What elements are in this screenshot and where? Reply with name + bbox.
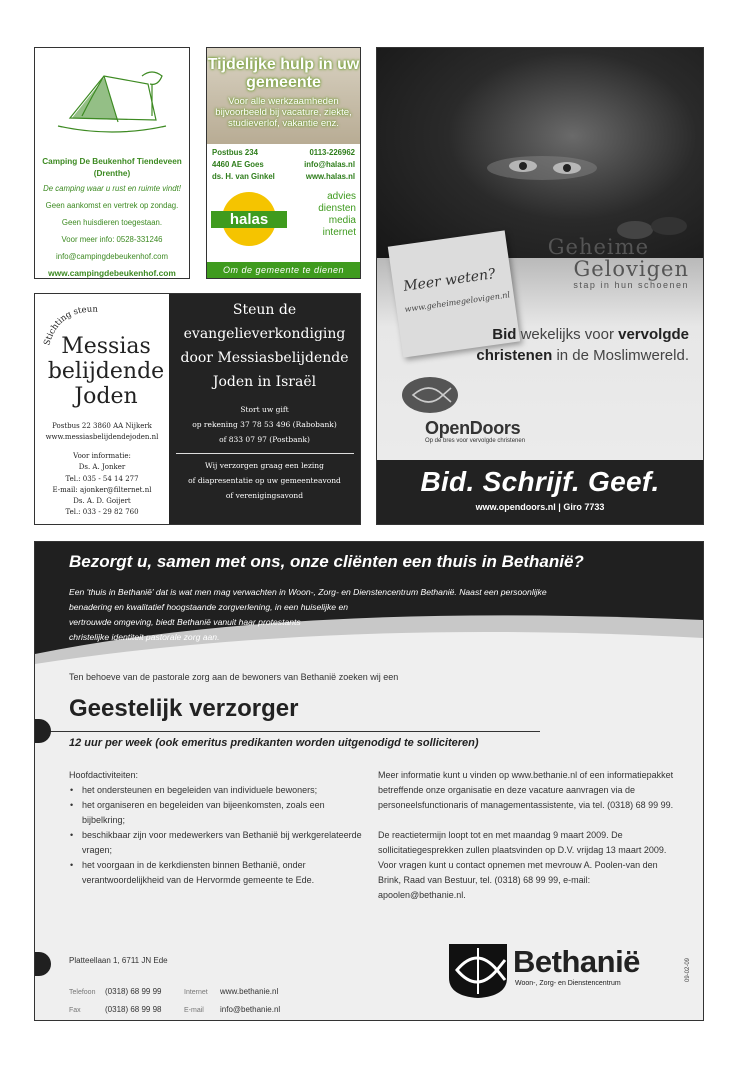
heading-line: Steun de: [232, 302, 297, 318]
title-line: Joden: [74, 384, 138, 409]
opendoors-slogan: Bid. Schrijf. Geef.: [420, 466, 660, 497]
geheime-gelovigen-logo: [548, 236, 689, 290]
halas-postbus: Postbus 234: [212, 148, 258, 157]
bethanie-name: Bethanië: [513, 944, 640, 979]
intro-line: Een 'thuis in Bethanië' dat is wat men mag verwachten in Woon-, Zorg- en Dienstencentrum Bethanië. Naast een persoonlijke: [69, 587, 547, 597]
lecture-line: of verenigingsavond: [225, 491, 304, 500]
activities-list: [69, 783, 369, 888]
bethanie-intro: [69, 585, 679, 645]
opendoors-web[interactable]: www.opendoors.nl | Giro 7733: [475, 502, 605, 512]
messias-contact: [35, 451, 169, 519]
mail-link[interactable]: info@bethanie.nl: [220, 1005, 281, 1014]
title-line: belijdende: [47, 359, 165, 384]
halas-service: diensten: [318, 203, 356, 214]
bid-word: Bid: [492, 326, 517, 343]
contact-email[interactable]: E-mail: ajonker@filternet.nl: [52, 485, 152, 494]
list-item: • beschikbaar zijn voor medewerkers van Bethanië bij werkgerelateerde vragen;: [69, 828, 369, 858]
contact-line: Tel.: 035 - 54 14 277: [65, 474, 139, 483]
note-line2[interactable]: www.geheimegelovigen.nl: [404, 290, 511, 314]
contact-line: Voor informatie:: [73, 452, 131, 460]
halas-logo: [211, 187, 287, 251]
bid-line2-bold: christenen: [476, 347, 553, 364]
apply-paragraph: De reactietermijn loopt tot en met maandag 9 maart 2009. De sollicitatiegesprekken zullen plaatsvinden op D.V. vrijdag 13 maart 2009. Voor vragen kunt u contact opnemen met mevrouw A. Poolen-van den Brink, Raad van Bestuur, tel. (0318) 68 99 99, e-mail: apoolen@bethanie.nl.: [378, 830, 667, 900]
gift-line: of 833 07 97 (Postbank): [219, 435, 310, 444]
info-paragraph: Meer informatie kunt u vinden op www.bethanie.nl of een informatiepakket betreffende onze organisatie en deze vacature aanvragen via de personeelsfunctionaris of managementassistente, via tel. (0318) 68 99 99.: [378, 770, 674, 810]
messias-left: [35, 294, 169, 524]
messias-right: [169, 294, 360, 524]
intro-line: benadering en kwalitatief hoogstaande zorgverlening, in een huiselijke en: [69, 602, 349, 612]
heading-line: Joden in Israël: [212, 374, 317, 390]
lecture-line: of diapresentatie op uw gemeenteavond: [188, 476, 341, 485]
halas-email[interactable]: info@halas.nl: [304, 160, 355, 169]
intro-line: vertrouwde omgeving, biedt Bethanië vanuit haar protestants: [69, 617, 301, 627]
svg-text:Stichting steun: Stichting steun: [42, 304, 99, 347]
intro-line: christelijke identiteit pastorale zorg aan.: [69, 632, 220, 642]
halas-heading: Tijdelijke hulp in uw gemeente: [207, 56, 360, 91]
divider: [176, 453, 354, 454]
heading-line: door Messiasbelijdende: [180, 350, 349, 366]
bethanie-logo: [445, 940, 675, 1000]
opendoors-name: OpenDoors: [425, 418, 521, 438]
lecture-info: [169, 458, 360, 503]
website-link[interactable]: www.messiasbelijdendejoden.nl: [45, 433, 159, 441]
fax-value: (0318) 68 99 98: [105, 1005, 162, 1014]
bid-mid: wekelijks voor: [516, 326, 619, 343]
halas-city: 4460 AE Goes: [212, 160, 264, 169]
contact-line: Ds. A. Jonker: [78, 463, 126, 472]
tel-value: (0318) 68 99 99: [105, 987, 162, 996]
arc-text: [39, 298, 109, 348]
heading-line: evangelieverkondiging: [183, 326, 346, 342]
gift-line: op rekening 37 78 53 496 (Rabobank): [192, 420, 337, 429]
gift-info: [169, 402, 360, 447]
messias-ad: [34, 293, 361, 525]
camping-website[interactable]: www.campingdebeukenhof.com: [48, 268, 176, 278]
halas-phone: 0113-226962: [309, 148, 355, 157]
ichthus-shield-icon: [445, 940, 511, 1000]
note-line1: Meer weten?: [402, 266, 497, 295]
contact-line: Tel.: 033 - 29 82 760: [65, 508, 139, 517]
web-link[interactable]: www.bethanie.nl: [220, 987, 279, 996]
bid-text: [377, 324, 703, 366]
contact-line: Ds. A. D. Goijert: [73, 497, 131, 506]
halas-service: advies: [327, 191, 356, 202]
mail-label: E-mail: [184, 1007, 204, 1014]
divider: [35, 731, 540, 732]
camping-slogan: De camping waar u rust en ruimte vindt!: [43, 184, 181, 193]
opendoors-ad: [376, 47, 704, 525]
gg-tag: stap in hun schoenen: [573, 280, 689, 290]
gift-line: Stort uw gift: [240, 405, 289, 414]
halas-service: media: [328, 215, 356, 226]
activities-column: [69, 768, 369, 888]
job-title: Geestelijk verzorger: [69, 695, 299, 722]
contact-block: [69, 983, 280, 1019]
gg-line1: Geheime: [547, 235, 649, 259]
gg-line2: Gelovigen: [573, 257, 689, 281]
fish-stone-icon: [399, 373, 461, 417]
halas-person: ds. H. van Ginkel: [212, 172, 275, 181]
messias-heading: [169, 294, 360, 394]
fax-label: Fax: [69, 1007, 81, 1014]
camping-line: Geen aankomst en vertrek op zondag.: [45, 201, 179, 210]
messias-address: [35, 421, 169, 443]
camping-tent-logo-icon: [52, 56, 172, 146]
halas-web[interactable]: www.halas.nl: [305, 172, 355, 181]
halas-contact: [207, 144, 360, 183]
info-column: [378, 768, 678, 903]
activities-title: Hoofdactiviteiten:: [69, 770, 139, 780]
opendoors-sub: Op de bres voor vervolgde christenen: [425, 438, 526, 444]
list-item: • het organiseren en begeleiden van bijeenkomsten, zoals een bijbelkring;: [69, 798, 369, 828]
halas-subheading: Voor alle werkzaamheden bijvoorbeeld bij vacature, ziekte, studieverlof, vakantie enz.: [215, 96, 352, 129]
halas-header: [207, 48, 360, 144]
halas-ad: [206, 47, 361, 279]
tel-label: Telefoon: [69, 989, 96, 996]
title-line: Messias: [61, 334, 151, 359]
bethanie-lead: Ten behoeve van de pastorale zorg aan de bewoners van Bethanië zoeken wij een: [69, 672, 399, 682]
opendoors-footer: [377, 460, 703, 524]
halas-service: internet: [322, 227, 356, 238]
bethanie-ad: [34, 541, 704, 1021]
bid-bold: vervolgde: [618, 326, 689, 343]
camping-phone: Voor meer info: 0528-331246: [61, 235, 163, 244]
halas-logo-text: halas: [229, 211, 269, 228]
camping-title: Camping De Beukenhof Tiendeveen (Drenthe): [42, 157, 182, 178]
job-hours: 12 uur per week (ook emeritus predikanten worden uitgenodigd te solliciteren): [69, 737, 479, 749]
bid-line2-rest: in de Moslimwereld.: [552, 347, 689, 364]
camping-ad: [34, 47, 190, 279]
camping-email[interactable]: info@campingdebeukenhof.com: [56, 252, 168, 261]
halas-tagline: Om de gemeente te dienen: [207, 262, 360, 278]
date-code: 09-02-09: [685, 957, 691, 982]
bethanie-heading: Bezorgt u, samen met ons, onze cliënten een thuis in Bethanië?: [69, 552, 584, 571]
list-item: • het voorgaan in de kerkdiensten binnen Bethanië, onder verantwoordelijkheid van de Hervormde gemeente te Ede.: [69, 858, 369, 888]
web-label: Internet: [184, 989, 208, 996]
address-line: Postbus 22 3860 AA Nijkerk: [52, 422, 152, 430]
list-item: • het ondersteunen en begeleiden van individuele bewoners;: [69, 783, 369, 798]
halas-services: [287, 187, 356, 251]
camping-line: Geen huisdieren toegestaan.: [61, 218, 163, 227]
address: Platteellaan 1, 6711 JN Ede: [69, 956, 168, 965]
bethanie-tagline: Woon-, Zorg- en Dienstencentrum: [515, 980, 621, 987]
opendoors-logo: [425, 418, 525, 444]
lecture-line: Wij verzorgen graag een lezing: [205, 461, 324, 470]
